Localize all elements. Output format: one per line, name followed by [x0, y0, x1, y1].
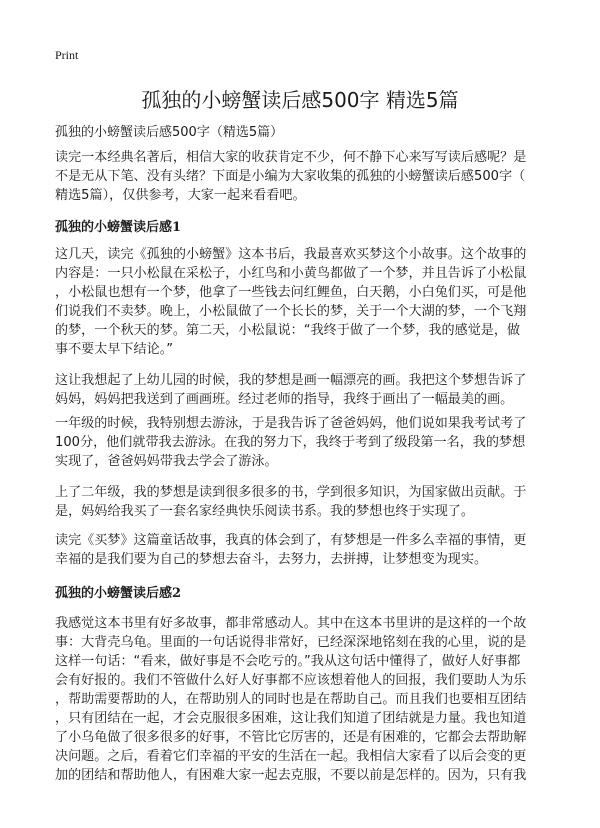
text-line: 事不要太早下结论。”: [55, 342, 174, 357]
paragraph: [55, 483, 526, 521]
text-line: 是，妈妈给我买了一套名家经典快乐阅读书系。我的梦想也终于实现了。: [55, 504, 474, 519]
print-link[interactable]: Print: [55, 48, 79, 62]
text-line: 了小乌龟做了很多很多的好事，不管比它厉害的，还是有困难的，它都会去帮助解: [55, 730, 527, 745]
text-line: 一年级的时候，我特别想去游泳，于是我告诉了爸爸妈妈，他们说如果我考试考了: [55, 416, 527, 431]
text-line: 妈妈，妈妈把我送到了画画班。经过老师的指导，我终于画出了一幅最美的画。: [55, 392, 514, 407]
text-line: ，帮助需要帮助的人，在帮助别人的同时也是在帮助自己。而且我们也要相互团结: [55, 692, 527, 707]
paragraph: [55, 414, 526, 471]
text-line: 实现了，爸爸妈妈带我去学会了游泳。: [55, 454, 278, 469]
paragraph: [55, 371, 526, 409]
text-line: 这样一句话：“看来，做好事是不会吃亏的。”我从这句话中懂得了，做好人好事都: [55, 654, 521, 669]
paragraph: [55, 614, 526, 785]
text-line: 这几天，读完《孤独的小螃蟹》这本书后，我最喜欢买梦这个小故事。这个故事的: [55, 247, 527, 262]
text-line: 100分，他们就带我去游泳。在我的努力下，我终于考到了级段第一名，我的梦想: [55, 435, 526, 450]
text-line: 们说我们不卖梦。晚上，小松鼠做了一个长长的梦，关于一个大湖的梦，一个飞翔: [55, 304, 527, 319]
text-line: ，小松鼠也想有一个梦，他拿了一些钱去问红鲤鱼，白天鹅，小白兔们买，可是他: [55, 285, 527, 300]
text-line: 内容是：一只小松鼠在采松子，小红鸟和小黄鸟都做了一个梦，并且告诉了小松鼠: [55, 266, 527, 281]
subtitle: 孤独的小螃蟹读后感500字（精选5篇）: [55, 125, 284, 140]
text-line: 决问题。之后，看着它们幸福的平安的生活在一起。我相信大家看了以后会变的更: [55, 749, 527, 764]
paragraph: [55, 531, 526, 569]
text-line: 这让我想起了上幼儿园的时候，我的梦想是画一幅漂亮的画。我把这个梦想告诉了: [55, 373, 527, 388]
text-line: 精选5篇），仅供参考，大家一起来看看吧。: [55, 188, 306, 203]
page-title: 孤独的小螃蟹读后感500字 精选5篇: [141, 88, 459, 112]
text-line: 上了二年级，我的梦想是读到很多很多的书，学到很多知识，为国家做出贡献。于: [55, 485, 527, 500]
text-line: 会有好报的。我们不管做什么好人好事都不应该想着他人的回报，我们要助人为乐: [55, 673, 527, 688]
text-line: 加的团结和帮助他人，有困难大家一起去克服，不要以前是怎样的。因为，只有我: [55, 768, 527, 783]
intro-paragraph: [55, 148, 526, 205]
text-line: 我感觉这本书里有好多故事，都非常感动人。其中在这本书里讲的是这样的一个故: [55, 616, 527, 631]
text-line: 不是无从下笔、没有头绪？下面是小编为大家收集的孤独的小螃蟹读后感500字（: [55, 169, 526, 184]
text-line: 读完《买梦》这篇童话故事，我真的体会到了，有梦想是一件多么幸福的事情，更: [55, 533, 527, 548]
section-heading-2: 孤独的小螃蟹读后感2: [55, 586, 182, 601]
section-heading-1: 孤独的小螃蟹读后感1: [55, 220, 182, 235]
text-line: 幸福的是我们要为自己的梦想去奋斗，去努力，去拼搏，让梦想变为现实。: [55, 552, 488, 567]
text-line: 的梦，一个秋天的梦。第二天，小松鼠说：“我终于做了一个梦，我的感觉是，做: [55, 323, 521, 338]
text-line: 事：大背壳乌龟。里面的一句话说得非常好，已经深深地铭刻在我的心里，说的是: [55, 635, 527, 650]
paragraph: [55, 245, 526, 359]
text-line: ，只有团结在一起，才会克服很多困难，这让我们知道了团结就是力量。我也知道: [55, 711, 527, 726]
text-line: 读完一本经典名著后，相信大家的收获肯定不少，何不静下心来写写读后感呢？是: [55, 150, 527, 165]
